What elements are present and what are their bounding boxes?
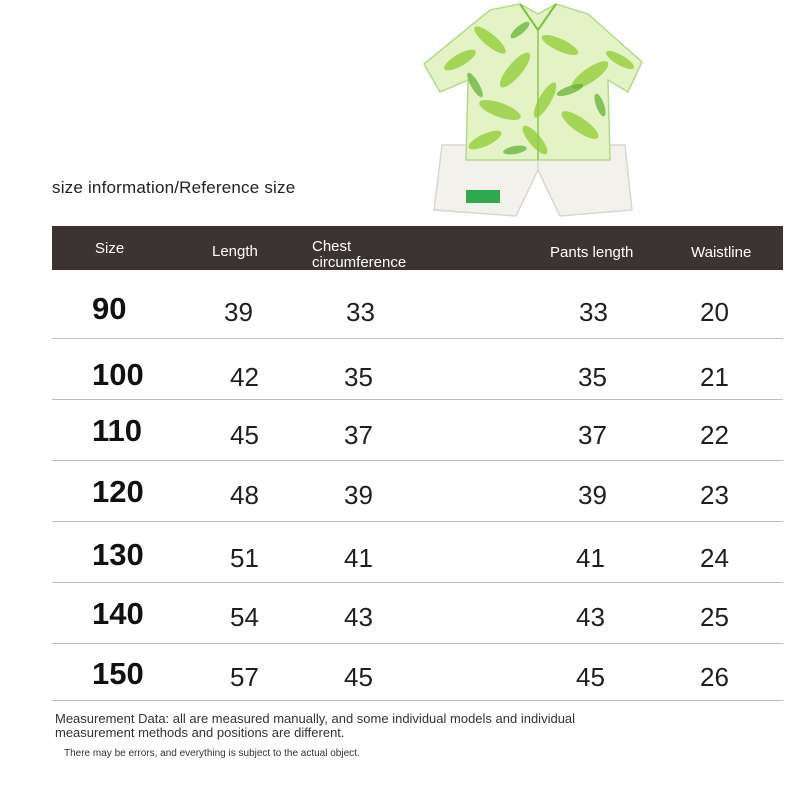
- cell-chest: 45: [344, 662, 373, 692]
- table-row: [52, 522, 783, 583]
- cell-size: 120: [92, 474, 144, 509]
- header-chest-line1: Chest: [312, 238, 352, 255]
- cell-chest: 37: [344, 420, 373, 450]
- disclaimer-note: There may be errors, and everything is subject to the actual object.: [64, 748, 360, 759]
- cell-pants: 37: [578, 420, 607, 450]
- cell-pants: 41: [576, 543, 605, 573]
- table-row: [52, 339, 783, 400]
- cell-pants: 35: [578, 362, 607, 392]
- size-info-heading: size information/Reference size: [52, 178, 296, 197]
- header-size: Size: [95, 240, 125, 257]
- cell-waist: 23: [700, 480, 729, 510]
- cell-pants: 39: [578, 480, 607, 510]
- cell-pants: 43: [576, 602, 605, 632]
- table-row: [52, 644, 783, 701]
- cell-chest: 35: [344, 362, 373, 392]
- size-table-body: [52, 270, 783, 701]
- header-waistline: Waistline: [691, 244, 752, 261]
- cell-waist: 20: [700, 297, 729, 327]
- cell-waist: 24: [700, 543, 729, 573]
- cell-waist: 26: [700, 662, 729, 692]
- header-pants-length: Pants length: [550, 244, 634, 261]
- cell-chest: 43: [344, 602, 373, 632]
- cell-chest: 39: [344, 480, 373, 510]
- cell-length: 39: [224, 297, 253, 327]
- cell-chest: 33: [346, 297, 375, 327]
- cell-length: 48: [230, 480, 259, 510]
- measurement-note: Measurement Data: all are measured manually, and some individual models and individual measurement methods and positions are different.: [55, 711, 576, 740]
- table-row: [52, 583, 783, 644]
- cell-length: 45: [230, 420, 259, 450]
- cell-waist: 21: [700, 362, 729, 392]
- table-row: [52, 400, 783, 461]
- cell-size: 150: [92, 656, 144, 691]
- cell-pants: 45: [576, 662, 605, 692]
- cell-waist: 25: [700, 602, 729, 632]
- product-image: [420, 0, 650, 222]
- cell-length: 57: [230, 662, 259, 692]
- cell-size: 90: [92, 291, 127, 326]
- cell-size: 100: [92, 357, 144, 392]
- header-length: Length: [212, 243, 258, 260]
- table-row: [52, 270, 783, 339]
- header-chest-line2: circumference: [312, 254, 407, 271]
- shorts-label-patch: [466, 190, 500, 203]
- cell-size: 110: [92, 413, 143, 448]
- cell-waist: 22: [700, 420, 729, 450]
- table-row: [52, 461, 783, 522]
- cell-length: 51: [230, 543, 259, 573]
- cell-size: 130: [92, 537, 144, 572]
- cell-length: 54: [230, 602, 259, 632]
- cell-chest: 41: [344, 543, 373, 573]
- size-table-header: [52, 226, 783, 270]
- cell-length: 42: [230, 362, 259, 392]
- header-chest: [312, 239, 406, 271]
- cell-size: 140: [92, 596, 144, 631]
- cell-pants: 33: [579, 297, 608, 327]
